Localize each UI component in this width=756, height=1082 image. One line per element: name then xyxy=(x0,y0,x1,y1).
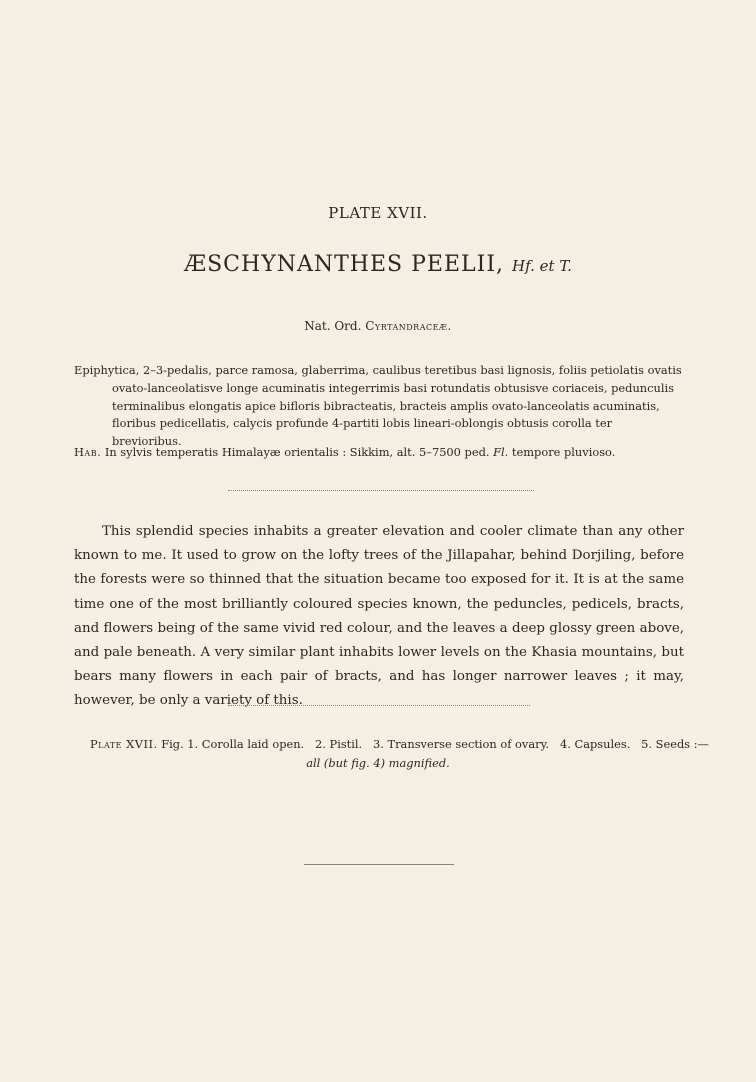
flowering-text: tempore pluvioso. xyxy=(511,445,616,459)
divider-rule-bottom xyxy=(304,864,454,865)
latin-diagnosis xyxy=(74,362,684,451)
species-name: ÆSCHYNANTHES PEELII, xyxy=(184,252,505,277)
habitat-label: Hab. xyxy=(74,445,102,459)
habitat-text: In sylvis temperatis Himalayæ orientalis : Sikkim, alt. 5–7500 ped. xyxy=(104,445,490,459)
plate-caption xyxy=(90,736,709,754)
natural-order xyxy=(0,319,756,333)
species-title xyxy=(0,252,756,277)
caption-figure-list: Fig. 1. Corolla laid open. 2. Pistil. 3. Transverse section of ovary. 4. Capsules. 5. Seeds :— xyxy=(161,737,709,751)
body-paragraph: This splendid species inhabits a greater elevation and cooler climate than any other known to me. It used to grow on the lofty trees of the Jillapahar, behind Dorjiling, before the forests were so thinned that the situation became too exposed for it. It is at the same time one of the most brilliantly coloured species known, the peduncles, pedicels, bracts, and flowers being of the same vivid red colour, and the leaves a deep glossy green above, and pale beneath. A very similar plant inhabits lower levels on the Khasia mountains, but bears many flowers in each pair of bracts, and has longer narrower leaves ; it may, however, be only a variety of this. xyxy=(74,524,684,709)
species-authority: Hf. et T. xyxy=(512,257,572,275)
divider-rule-middle xyxy=(228,705,530,706)
body-text-block xyxy=(74,520,684,714)
plate-number: PLATE XVII. xyxy=(328,204,428,222)
divider-rule-top xyxy=(228,490,534,491)
natural-order-prefix: Nat. Ord. xyxy=(304,319,362,333)
flowering-label: Fl. xyxy=(493,445,509,459)
natural-order-family: Cyrtandraceæ. xyxy=(365,319,452,333)
caption-magnification-note: all (but fig. 4) magnified. xyxy=(306,756,450,770)
caption-plate-label: Plate XVII. xyxy=(90,737,158,751)
diagnosis-text: Epiphytica, 2–3-pedalis, parce ramosa, glaberrima, caulibus teretibus basi lignosis, foliis petiolatis ovatis ovato-lanceolatisve longe acuminatis integerrimis basi rotundatis obtusisve coriaceis, pedunculis terminalibus elongatis apice bifloris bibracteatis, bracteis amplis ovato-lanceolatis acuminatis, floribus pedicellatis, calycis profunde 4-partiti lobis lineari-oblongis obtusis corolla ter brevioribus. xyxy=(74,363,682,449)
habitat-line xyxy=(74,444,694,462)
